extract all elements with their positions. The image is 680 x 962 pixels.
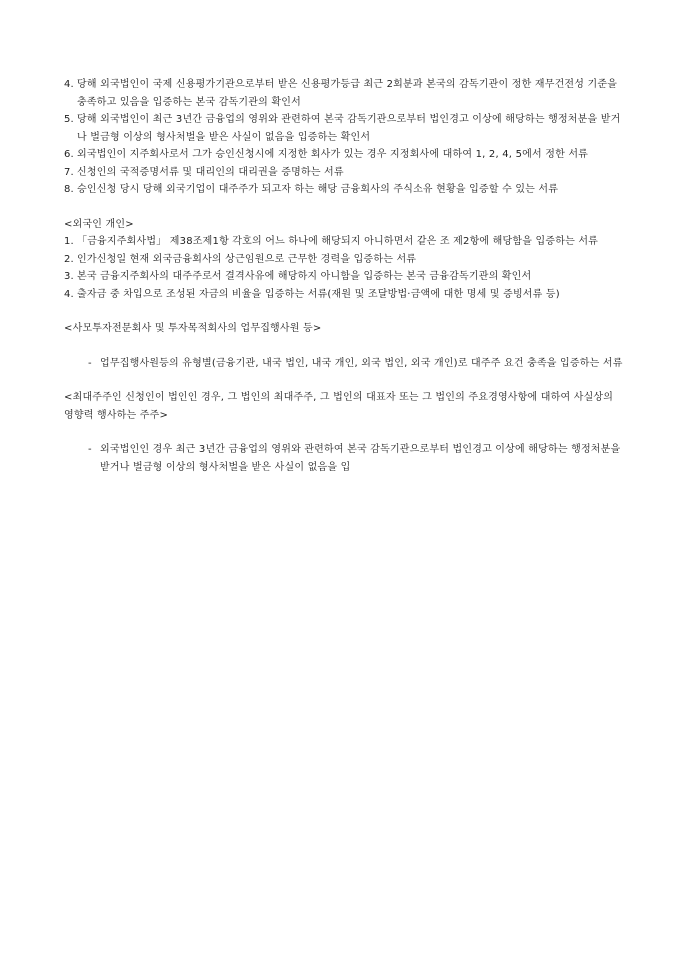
- item-number: 2.: [64, 253, 74, 265]
- item-text: 신청인의 국적증명서류 및 대리인의 대리권을 증명하는 서류: [77, 166, 344, 178]
- list-item: [64, 181, 624, 199]
- item-text: 본국 금융지주회사의 대주주로서 결격사유에 해당하지 아니함을 입증하는 본국 금융감독기관의 확인서: [77, 271, 532, 282]
- item-text: 출자금 중 차입으로 조성된 자금의 비율을 입증하는 서류(재원 및 조달방법·금액에 대한 명세 및 증빙서류 등): [77, 288, 560, 300]
- item-number: 5.: [64, 114, 74, 125]
- spacer: [64, 372, 624, 389]
- item-text: 외국법인이 지주회사로서 그가 승인신청시에 지정한 회사가 있는 경우 지정회사에 대하여 1, 2, 4, 5에서 정한 서류: [77, 149, 589, 160]
- item-number: 4.: [64, 79, 74, 90]
- item-text: 당해 외국법인이 최근 3년간 금융업의 영위와 관련하여 본국 감독기관으로부터 법인경고 이상에 해당하는 행정처분을 받거나 벌금형 이상의 형사처벌을 받은 사실이 없음을 입증하는 확인서: [77, 114, 621, 143]
- item-text: 승인신청 당시 당해 외국기업이 대주주가 되고자 하는 해당 금융회사의 주식소유 현황을 입증할 수 있는 서류: [77, 184, 559, 195]
- item-number: 4.: [64, 288, 74, 300]
- list-item: [64, 233, 624, 251]
- item-text: 외국법인인 경우 최근 3년간 금융업의 영위와 관련하여 본국 감독기관으로부터 법인경고 이상에 해당하는 행정처분을 받거나 벌금형 이상의 형사처벌을 받은 사실이 없음을 입: [100, 444, 621, 473]
- dash-list-item: [64, 441, 624, 476]
- item-text: 인가신청일 현재 외국금융회사의 상근임원으로 근무한 경력을 입증하는 서류: [77, 253, 417, 265]
- list-item: [64, 164, 624, 182]
- list-item: [64, 268, 624, 286]
- item-number: 1.: [64, 236, 74, 247]
- spacer: [64, 424, 624, 441]
- dash-marker: -: [88, 357, 92, 369]
- item-number: 8.: [64, 184, 74, 195]
- item-text: 「금융지주회사법」 제38조제1항 각호의 어느 하나에 해당되지 아니하면서 같은 조 제2항에 해당함을 입증하는 서류: [77, 236, 599, 247]
- list-item: [64, 251, 624, 269]
- item-text: 업무집행사원등의 유형별(금융기관, 내국 법인, 내국 개인, 외국 법인, 외국 개인)로 대주주 요건 충족을 입증하는 서류: [100, 357, 623, 369]
- section-heading-foreign-individual: <외국인 개인>: [64, 218, 134, 230]
- list-item: [64, 111, 624, 146]
- dash-marker: -: [88, 444, 92, 455]
- section-heading-pef: <사모투자전문회사 및 투자목적회사의 업무집행사원 등>: [64, 323, 322, 334]
- item-number: 7.: [64, 166, 74, 178]
- list-item: [64, 146, 624, 164]
- item-text: 당해 외국법인이 국제 신용평가기관으로부터 받은 신용평가등급 최근 2회분과 본국의 감독기관이 정한 재무건전성 기준을 충족하고 있음을 입증하는 본국 감독기관의 확인서: [77, 79, 618, 108]
- dash-list-item: [64, 355, 624, 373]
- foreign-corp-list: [64, 76, 624, 199]
- spacer: [64, 338, 624, 355]
- item-number: 6.: [64, 149, 74, 160]
- foreign-individual-list: [64, 233, 624, 303]
- document-body: [64, 76, 624, 476]
- spacer: [64, 199, 624, 216]
- list-item: [64, 76, 624, 111]
- list-item: [64, 286, 624, 304]
- section-heading-major-shareholder: <최대주주인 신청인이 법인인 경우, 그 법인의 최대주주, 그 법인의 대표자 또는 그 법인의 주요경영사항에 대하여 사실상의 영향력 행사하는 주주>: [64, 392, 614, 421]
- item-number: 3.: [64, 271, 74, 282]
- spacer: [64, 303, 624, 320]
